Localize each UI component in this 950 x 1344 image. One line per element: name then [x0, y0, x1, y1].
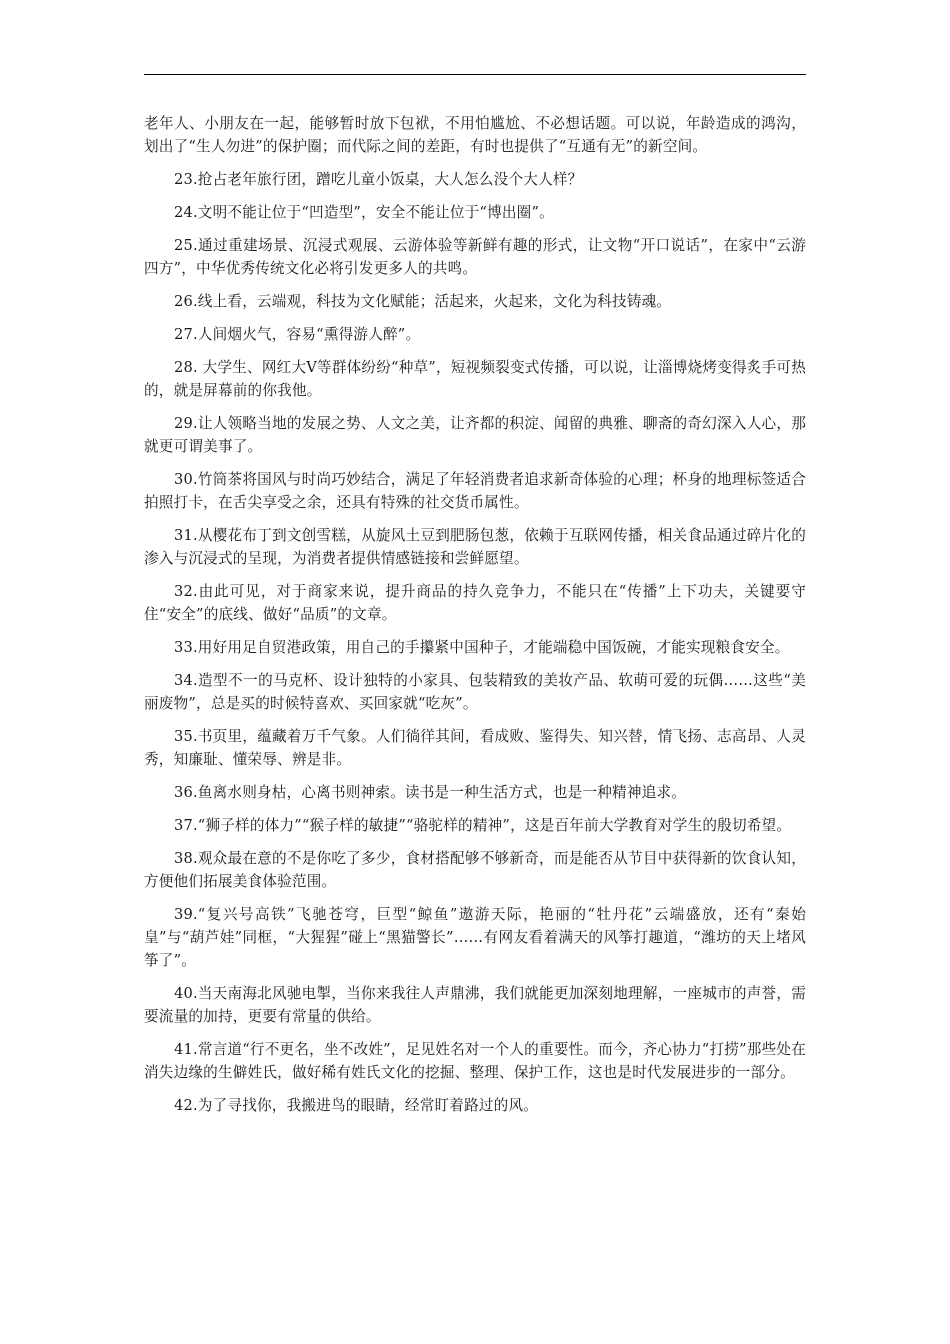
list-item-29: 29.让人领略当地的发展之势、人文之美，让齐都的积淀、闻留的典雅、聊斋的奇幻深入人心，那就更可谓美事了。	[144, 415, 806, 455]
list-item-38: 38.观众最在意的不是你吃了多少，食材搭配够不够新奇，而是能否从节目中获得新的饮食认知，方便他们拓展美食体验范围。	[144, 850, 806, 890]
list-item-28: 28. 大学生、网红大Ⅴ等群体纷纷“种草”，短视频裂变式传播，可以说，让淄博烧烤变得炙手可热的，就是屏幕前的你我他。	[144, 359, 806, 399]
list-item-24: 24.文明不能让位于“凹造型”，安全不能让位于“博出圈”。	[174, 204, 554, 221]
list-item-35: 35.书页里，蕴藏着万千气象。人们徜徉其间，看成败、鉴得失、知兴替，情飞扬、志高昂、人灵秀，知廉耻、懂荣辱、辨是非。	[144, 728, 806, 768]
list-item-26: 26.线上看，云端观，科技为文化赋能；活起来，火起来，文化为科技铸魂。	[174, 293, 672, 310]
list-item-42: 42.为了寻找你，我搬进鸟的眼睛，经常盯着路过的风。	[174, 1097, 539, 1114]
continuation-paragraph: 老年人、小朋友在一起，能够暂时放下包袱，不用怕尴尬、不必想话题。可以说，年龄造成的鸿沟，划出了“生人勿进”的保护圈；而代际之间的差距，有时也提供了“互通有无”的新空间。	[144, 115, 806, 155]
list-item-39: 39.“复兴号高铁”飞驰苍穹，巨型“鲸鱼”遨游天际，艳丽的“牡丹花”云端盛放，还有“秦始皇”与“葫芦娃”同框，“大猩猩”碰上“黑猫警长”……有网友看着满天的风筝打趣道，“潍坊的天上堵风筝了”。	[144, 906, 806, 969]
list-item-23: 23.抢占老年旅行团，蹭吃儿童小饭桌，大人怎么没个大人样？	[174, 171, 583, 188]
document-body	[144, 112, 806, 1127]
list-item-25: 25.通过重建场景、沉浸式观展、云游体验等新鲜有趣的形式，让文物“开口说话”，在家中“云游四方”，中华优秀传统文化必将引发更多人的共鸣。	[144, 237, 806, 277]
list-item-41: 41.常言道“行不更名，坐不改姓”，足见姓名对一个人的重要性。而今，齐心协力“打捞”那些处在消失边缘的生僻姓氏，做好稀有姓氏文化的挖掘、整理、保护工作，这也是时代发展进步的一部分。	[144, 1041, 806, 1081]
list-item-37: 37.“狮子样的体力”“猴子样的敏捷”“骆驼样的精神”，这是百年前大学教育对学生的殷切希望。	[174, 817, 792, 834]
list-item-32: 32.由此可见，对于商家来说，提升商品的持久竞争力，不能只在“传播”上下功夫，关键要守住“安全”的底线、做好“品质”的文章。	[144, 583, 806, 623]
list-item-40: 40.当天南海北风驰电掣，当你来我往人声鼎沸，我们就能更加深刻地理解，一座城市的声誉，需要流量的加持，更要有常量的供给。	[144, 985, 806, 1025]
list-item-34: 34.造型不一的马克杯、设计独特的小家具、包装精致的美妆产品、软萌可爱的玩偶……这些“美丽废物”，总是买的时候特喜欢、买回家就“吃灰”。	[144, 672, 806, 712]
list-item-30: 30.竹筒茶将国风与时尚巧妙结合，满足了年轻消费者追求新奇体验的心理；杯身的地理标签适合拍照打卡，在舌尖享受之余，还具有特殊的社交货币属性。	[144, 471, 806, 511]
list-item-27: 27.人间烟火气，容易“熏得游人醉”。	[174, 326, 421, 343]
list-item-36: 36.鱼离水则身枯，心离书则神索。读书是一种生活方式，也是一种精神追求。	[174, 784, 687, 801]
header-rule	[144, 74, 806, 75]
list-item-31: 31.从樱花布丁到文创雪糕，从旋风土豆到肥肠包葱，依赖于互联网传播，相关食品通过碎片化的渗入与沉浸式的呈现，为消费者提供情感链接和尝鲜愿望。	[144, 527, 806, 567]
list-item-33: 33.用好用足自贸港政策，用自己的手攥紧中国种子，才能端稳中国饭碗，才能实现粮食安全。	[174, 639, 790, 656]
